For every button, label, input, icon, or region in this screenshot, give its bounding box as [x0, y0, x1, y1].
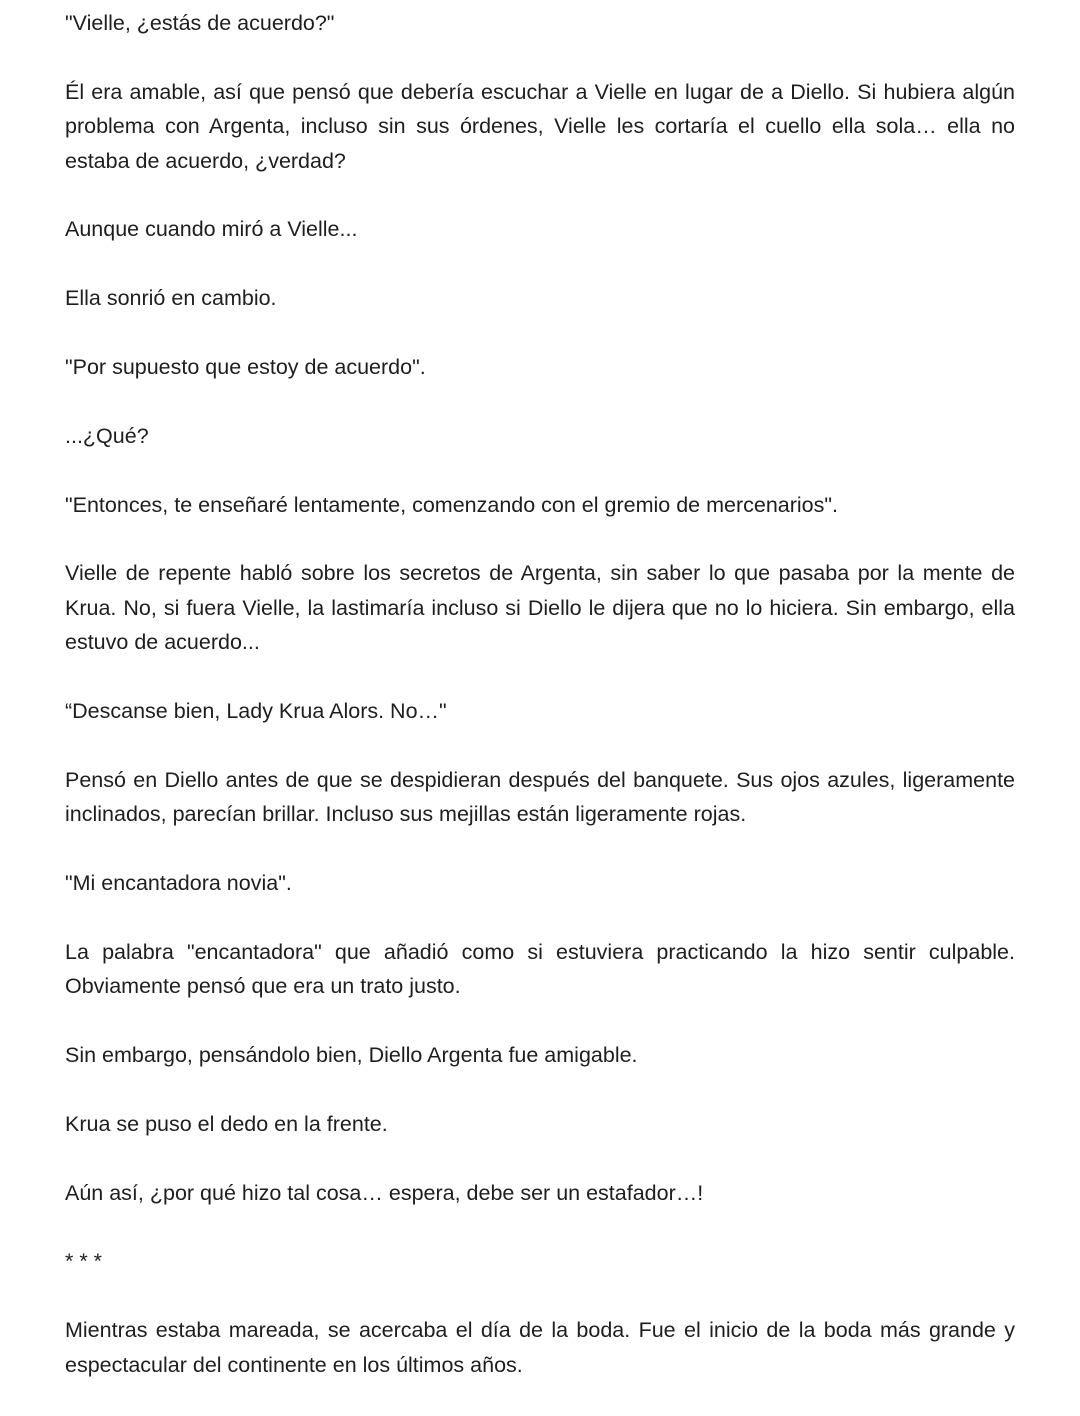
paragraph: Vielle de repente habló sobre los secretos de Argenta, sin saber lo que pasaba por la mente de Krua. No, si fuera Vielle, la lastimaría incluso si Diello le dijera que no lo hiciera. Sin embargo, ella estuvo de acuerdo... [65, 561, 1015, 655]
scene-break: * * * [65, 1249, 103, 1274]
paragraph: "Mi encantadora novia". [65, 871, 292, 895]
paragraph: Ella sonrió en cambio. [65, 286, 277, 311]
paragraph: Aún así, ¿por qué hizo tal cosa… espera, debe ser un estafador…! [65, 1180, 704, 1205]
paragraph: ...¿Qué? [65, 423, 149, 448]
document-body [65, 6, 1015, 1382]
paragraph: "Entonces, te enseñaré lentamente, comenzando con el gremio de mercenarios". [65, 492, 838, 517]
paragraph: Pensó en Diello antes de que se despidieran después del banquete. Sus ojos azules, ligeramente inclinados, parecían brillar. Incluso sus mejillas están ligeramente rojas. [65, 767, 1015, 827]
paragraph: Krua se puso el dedo en la frente. [65, 1111, 388, 1136]
paragraph: Aunque cuando miró a Vielle... [65, 217, 358, 242]
paragraph: Él era amable, así que pensó que debería escuchar a Vielle en lugar de a Diello. Si hubiera algún problema con Argenta, incluso sin sus órdenes, Vielle les cortaría el cuello ella sola… ella no estaba de acuerdo, ¿verdad? [65, 79, 1015, 173]
paragraph: Sin embargo, pensándolo bien, Diello Argenta fue amigable. [65, 1043, 638, 1067]
paragraph: Mientras estaba mareada, se acercaba el día de la boda. Fue el inicio de la boda más grande y espectacular del continente en los últimos años. [65, 1318, 1015, 1377]
paragraph: "Vielle, ¿estás de acuerdo?" [65, 11, 335, 35]
paragraph: “Descanse bien, Lady Krua Alors. No…" [65, 699, 447, 723]
paragraph: "Por supuesto que estoy de acuerdo". [65, 355, 426, 379]
paragraph: La palabra "encantadora" que añadió como si estuviera practicando la hizo sentir culpable. Obviamente pensó que era un trato justo. [65, 939, 1015, 999]
